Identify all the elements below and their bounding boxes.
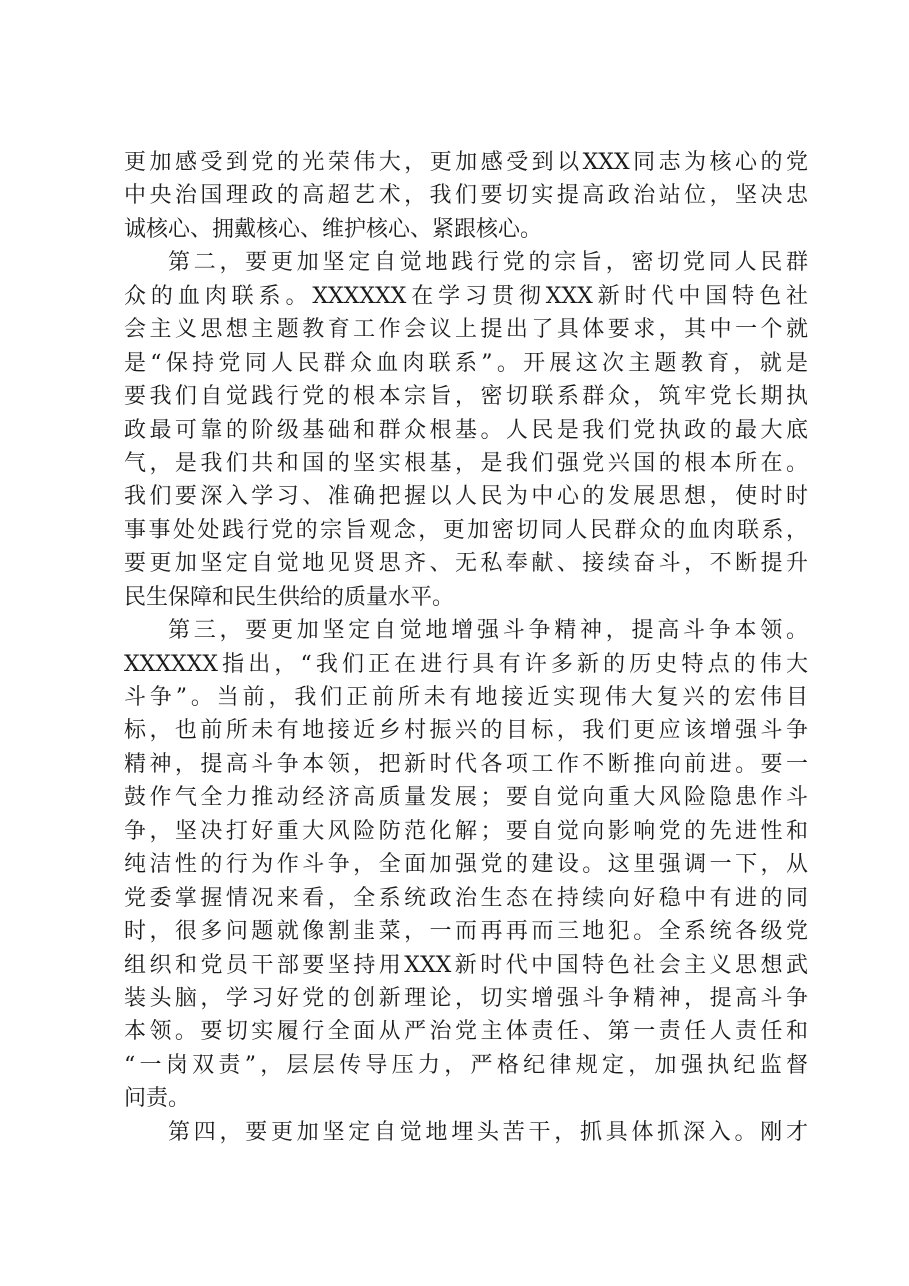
text-line: 精神，提高斗争本领，把新时代各项工作不断推向前进。要一 bbox=[124, 751, 808, 777]
text-line: 民生保障和民生供给的质量水平。 bbox=[124, 584, 455, 610]
text-line: 政最可靠的阶级基础和群众根基。人民是我们党执政的最大底 bbox=[124, 417, 808, 443]
text-line: 第四，要更加坚定自觉地埋头苦干，抓具体抓深入。刚才 bbox=[168, 1119, 808, 1145]
text-line: 组织和党员干部要坚持用XXX新时代中国特色社会主义思想武 bbox=[124, 952, 808, 978]
text-line: 本领。要切实履行全面从严治党主体责任、第一责任人责任和 bbox=[124, 1019, 808, 1045]
text-line: 是“保持党同人民群众血肉联系”。开展这次主题教育，就是 bbox=[124, 350, 808, 376]
text-line: 时，很多问题就像割韭菜，一而再再而三地犯。全系统各级党 bbox=[124, 919, 808, 945]
text-line: 要更加坚定自觉地见贤思齐、无私奉献、接续奋斗，不断提升 bbox=[124, 551, 808, 577]
text-line: 要我们自觉践行党的根本宗旨，密切联系群众，筑牢党长期执 bbox=[124, 384, 808, 410]
text-line: 斗争”。当前，我们正前所未有地接近实现伟大复兴的宏伟目 bbox=[124, 685, 808, 710]
text-line: 装头脑，学习好党的创新理论，切实增强斗争精神，提高斗争 bbox=[124, 985, 808, 1011]
document-page bbox=[124, 146, 808, 1149]
text-line: 鼓作气全力推动经济高质量发展；要自觉向重大风险隐患作斗 bbox=[124, 785, 808, 811]
text-line: 诚核心、拥戴核心、维护核心、紧跟核心。 bbox=[124, 216, 543, 242]
text-line: 事事处处践行党的宗旨观念，更加密切同人民群众的血肉联系， bbox=[124, 517, 808, 543]
text-line: “一岗双责”，层层传导压力，严格纪律规定，加强执纪监督 bbox=[124, 1052, 808, 1078]
text-line: 标，也前所未有地接近乡村振兴的目标，我们更应该增强斗争 bbox=[124, 718, 808, 744]
text-line: 会主义思想主题教育工作会议上提出了具体要求，其中一个就 bbox=[124, 317, 808, 343]
text-line: 争，坚决打好重大风险防范化解；要自觉向影响党的先进性和 bbox=[124, 818, 808, 844]
text-line: 众的血肉联系。XXXXXX在学习贯彻XXX新时代中国特色社 bbox=[124, 283, 808, 309]
text-line: 第二，要更加坚定自觉地践行党的宗旨，密切党同人民群 bbox=[168, 250, 808, 276]
text-line: 纯洁性的行为作斗争，全面加强党的建设。这里强调一下，从 bbox=[124, 852, 808, 878]
text-line: 气，是我们共和国的坚实根基，是我们强党兴国的根本所在。 bbox=[124, 450, 808, 476]
text-line: 中央治国理政的高超艺术，我们要切实提高政治站位，坚决忠 bbox=[124, 183, 808, 209]
text-line: 问责。 bbox=[124, 1086, 191, 1112]
text-line: 我们要深入学习、准确把握以人民为中心的发展思想，使时时 bbox=[124, 484, 808, 510]
text-line: 党委掌握情况来看，全系统政治生态在持续向好稳中有进的同 bbox=[124, 885, 808, 911]
text-line: 第三，要更加坚定自觉地增强斗争精神，提高斗争本领。 bbox=[168, 618, 808, 644]
text-line: 更加感受到党的光荣伟大，更加感受到以XXX同志为核心的党 bbox=[124, 150, 808, 175]
text-line: XXXXXX指出，“我们正在进行具有许多新的历史特点的伟大 bbox=[124, 651, 808, 677]
